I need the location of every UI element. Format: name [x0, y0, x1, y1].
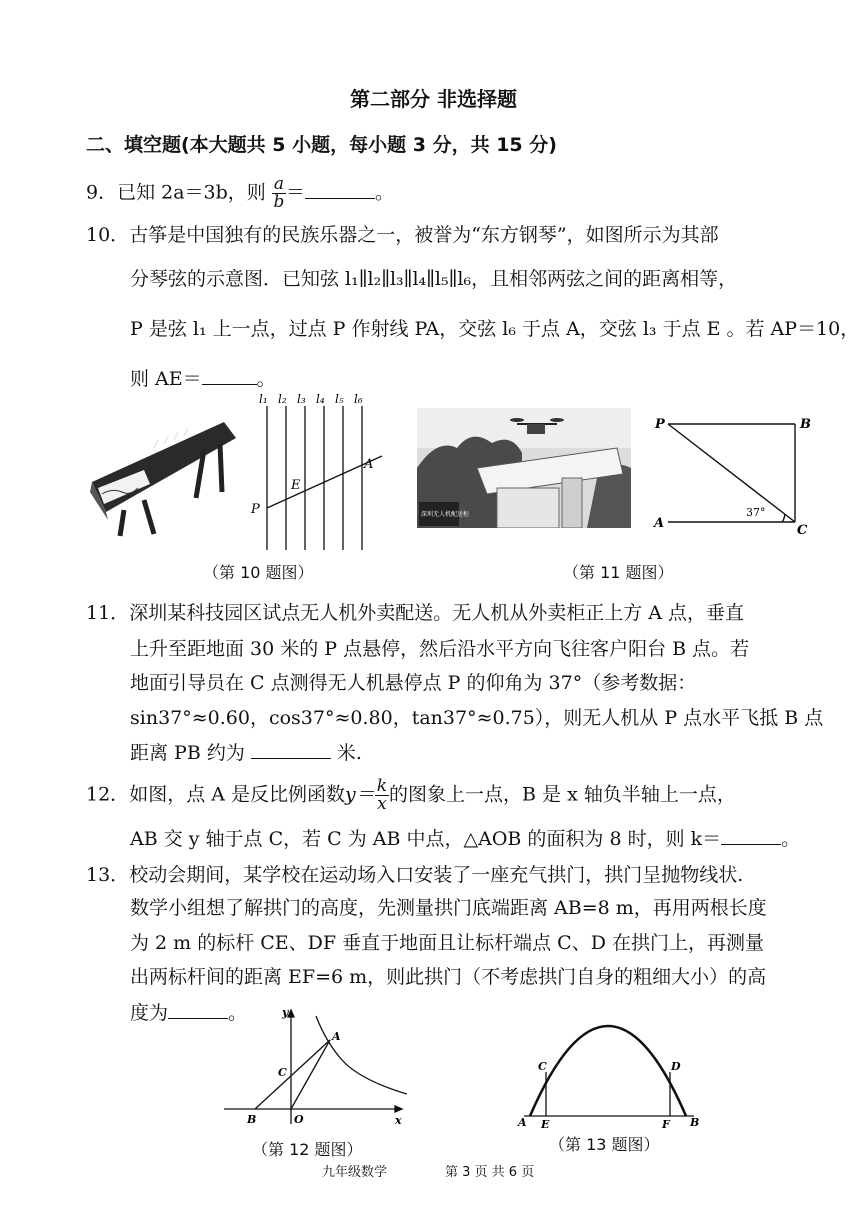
- label-A: A: [364, 457, 374, 472]
- q13-text-1a: 校动会期间，某学校在运动场入口安装了一座充气拱门，拱门呈抛物线状.: [129, 864, 744, 886]
- q12-text-2a: AB 交 y 轴于点 C，若 C 为 AB 中点，△AOB 的面积为 8 时，则 k＝: [130, 828, 722, 850]
- label-C-q13: C: [538, 1060, 547, 1073]
- label-l4: l₄: [316, 392, 325, 406]
- segment-PC: [668, 424, 795, 522]
- q9-frac-den: b: [273, 192, 285, 212]
- label-P-q11: P: [655, 417, 665, 432]
- label-C-q12: C: [278, 1066, 287, 1079]
- q12-frac-num: k: [376, 776, 388, 796]
- q11-answer-blank[interactable]: [251, 740, 331, 759]
- segment-AO: [291, 1040, 330, 1109]
- triangle-diagram-q11: [650, 412, 820, 540]
- q11-text-1: 深圳某科技园区试点无人机外卖配送。无人机从外卖柜正上方 A 点，垂直: [129, 602, 744, 624]
- label-B-q13: B: [690, 1116, 700, 1129]
- q9-answer-blank[interactable]: [305, 180, 375, 199]
- question-10-line1: [86, 222, 719, 248]
- q9-fraction: [272, 176, 286, 211]
- q10-text-1: 古筝是中国独有的民族乐器之一，被誉为“东方钢琴”，如图所示为其部: [129, 224, 719, 246]
- label-F-q13: F: [662, 1118, 670, 1130]
- label-E: E: [291, 478, 301, 493]
- q12-text-2b: 。: [781, 828, 801, 850]
- part-title: 第二部分 非选择题: [350, 87, 517, 111]
- hyperbola-curve: [316, 1016, 407, 1094]
- label-A-q11: A: [654, 516, 665, 531]
- q10-answer-blank[interactable]: [202, 366, 257, 385]
- label-B-q11: B: [800, 417, 811, 432]
- sign-text: 深圳无人机配送柜: [421, 511, 470, 518]
- q11-text-1-row: [86, 600, 744, 626]
- label-B-q12: B: [247, 1113, 257, 1126]
- angle-arc: [782, 514, 785, 522]
- q12-number: 12．: [86, 783, 130, 806]
- q9-end: 。: [375, 181, 395, 204]
- x-axis-arrow: [395, 1106, 402, 1112]
- q12-text-1b: 的图象上一点，B 是 x 轴负半轴上一点，: [389, 783, 736, 806]
- q12-text-2: [130, 826, 800, 852]
- question-9: [86, 176, 394, 211]
- q10-text-4: [130, 366, 276, 392]
- q11-text-5: [130, 740, 362, 766]
- guzheng-photo: [84, 400, 244, 540]
- label-D-q13: D: [671, 1060, 681, 1073]
- footer-page: 第 3 页 共 6 页: [445, 1165, 535, 1180]
- label-l1: l₁: [259, 392, 268, 406]
- caption-q11: （第 11 题图）: [563, 563, 674, 582]
- q11-text-5b: 米.: [336, 742, 362, 764]
- label-l3: l₃: [297, 392, 306, 406]
- strings-diagram: [244, 392, 384, 552]
- arch-diagram-q13: [510, 1012, 706, 1130]
- q9-eq: ＝: [286, 181, 306, 204]
- q9-number: 9．: [86, 181, 118, 204]
- q13-text-3: 为 2 m 的标杆 CE、DF 垂直于地面且让标杆端点 C、D 在拱门上，再测量: [130, 932, 764, 954]
- q9-text: 已知 2a＝3b，则: [117, 181, 266, 204]
- q13-text-1: [86, 862, 743, 888]
- label-angle-37: 37°: [746, 506, 766, 519]
- label-l2: l₂: [278, 392, 287, 406]
- q12-text-1a: 如图，点 A 是反比例函数: [129, 783, 345, 806]
- cabinet-pillar: [562, 478, 582, 528]
- label-O: O: [294, 1113, 304, 1126]
- q12-y-eq: y＝: [345, 783, 375, 806]
- q13-text-4: 出两标杆间的距离 EF=6 m，则此拱门（不考虑拱门自身的粗细大小）的高: [130, 966, 767, 988]
- label-E-q13: E: [541, 1118, 550, 1130]
- q12-fraction: [375, 778, 389, 813]
- label-P: P: [251, 502, 260, 517]
- q9-frac-num: a: [273, 174, 284, 194]
- q10-text-4b: 。: [256, 368, 276, 390]
- y-axis-arrow: [288, 1010, 294, 1017]
- delivery-cabinet: [497, 488, 559, 528]
- q13-text-5a: 度为: [130, 1002, 169, 1024]
- q11-text-2: 上升至距地面 30 米的 P 点悬停，然后沿水平方向飞往客户阳台 B 点。若: [130, 638, 750, 660]
- q13-number: 13．: [86, 864, 130, 886]
- label-C-q11: C: [797, 523, 808, 538]
- q12-frac-den: x: [377, 794, 387, 814]
- coordinate-diagram-q12: [222, 1002, 412, 1130]
- label-l5: l₅: [335, 392, 344, 406]
- q10-text-4a: 则 AE＝: [130, 368, 202, 390]
- q10-text-3: P 是弦 l₁ 上一点，过点 P 作射线 PA，交弦 l₆ 于点 A，交弦 l₃ 于点 E 。若 AP＝10，: [130, 318, 860, 340]
- label-A-q12: A: [332, 1030, 341, 1043]
- q11-text-5a: 距离 PB 约为: [130, 742, 245, 764]
- q10-number: 10．: [86, 224, 130, 246]
- q13-text-5b: 。: [228, 1002, 248, 1024]
- q10-text-2: 分琴弦的示意图．已知弦 l₁∥l₂∥l₃∥l₄∥l₅∥l₆，且相邻两弦之间的距离相等，: [130, 268, 738, 290]
- q13-text-2: 数学小组想了解拱门的高度，先测量拱门底端距离 AB=8 m，再用两根长度: [130, 897, 767, 919]
- footer-subject: 九年级数学: [322, 1165, 388, 1180]
- segment-AB: [255, 1040, 330, 1109]
- drone-photo: [417, 408, 631, 528]
- caption-q13: （第 13 题图）: [549, 1135, 660, 1154]
- label-x: x: [395, 1114, 402, 1127]
- label-y: y: [282, 1006, 289, 1019]
- q13-answer-blank[interactable]: [168, 1000, 228, 1019]
- label-l6: l₆: [354, 392, 363, 406]
- guzheng-leg-4: [220, 444, 222, 492]
- label-A-q13: A: [518, 1116, 527, 1129]
- q12-answer-blank[interactable]: [721, 826, 781, 845]
- parabola-arch: [530, 1026, 686, 1116]
- caption-q12: （第 12 题图）: [252, 1140, 363, 1159]
- q11-text-3: 地面引导员在 C 点测得无人机悬停点 P 的仰角为 37°（参考数据：: [130, 672, 697, 694]
- q11-number: 11．: [86, 602, 130, 624]
- section-title: 二、填空题(本大题共 5 小题，每小题 3 分，共 15 分): [86, 134, 557, 156]
- caption-q10: （第 10 题图）: [203, 563, 314, 582]
- q11-text-4: sin37°≈0.60，cos37°≈0.80，tan37°≈0.75），则无人机从 P 点水平飞抵 B 点: [130, 707, 824, 729]
- q12-text-1: [86, 778, 736, 813]
